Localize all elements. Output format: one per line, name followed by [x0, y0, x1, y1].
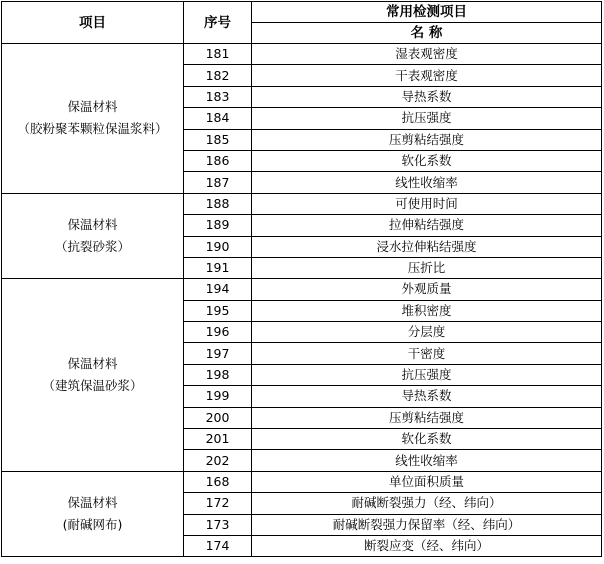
category-subtitle: （建筑保温砂浆）	[42, 378, 143, 394]
item-name-cell: 耐碱断裂强力（经、纬向）	[252, 493, 602, 514]
seq-cell: 195	[184, 300, 252, 321]
item-name-cell: 堆积密度	[252, 300, 602, 321]
test-items-table	[1, 1, 602, 557]
seq-cell: 194	[184, 279, 252, 300]
header-item: 项目	[2, 2, 184, 44]
item-name-cell: 干密度	[252, 343, 602, 364]
seq-cell: 202	[184, 450, 252, 471]
category-subtitle: （抗裂砂浆）	[54, 239, 130, 255]
item-name-cell: 断裂应变（经、纬向）	[252, 535, 602, 556]
category-cell	[2, 279, 184, 472]
seq-cell: 183	[184, 86, 252, 107]
item-name-cell: 单位面积质量	[252, 471, 602, 492]
seq-cell: 200	[184, 407, 252, 428]
seq-cell: 191	[184, 257, 252, 278]
item-name-cell: 分层度	[252, 322, 602, 343]
table-row	[2, 44, 602, 65]
header-seq: 序号	[184, 2, 252, 44]
header-group: 常用检测项目	[252, 2, 602, 23]
item-name-cell: 导热系数	[252, 86, 602, 107]
category-title: 保温材料	[67, 356, 118, 372]
item-name-cell: 抗压强度	[252, 108, 602, 129]
seq-cell: 174	[184, 535, 252, 556]
item-name-cell: 外观质量	[252, 279, 602, 300]
seq-cell: 198	[184, 364, 252, 385]
seq-cell: 199	[184, 386, 252, 407]
seq-cell: 186	[184, 150, 252, 171]
seq-cell: 189	[184, 215, 252, 236]
item-name-cell: 湿表观密度	[252, 44, 602, 65]
item-name-cell: 线性收缩率	[252, 172, 602, 193]
item-name-cell: 可使用时间	[252, 193, 602, 214]
table-row	[2, 471, 602, 492]
table-row	[2, 193, 602, 214]
seq-cell: 197	[184, 343, 252, 364]
seq-cell: 190	[184, 236, 252, 257]
category-subtitle: (耐碱网布)	[62, 517, 123, 533]
item-name-cell: 干表观密度	[252, 65, 602, 86]
seq-cell: 185	[184, 129, 252, 150]
seq-cell: 187	[184, 172, 252, 193]
table-body	[2, 44, 602, 557]
category-cell	[2, 471, 184, 557]
item-name-cell: 压剪粘结强度	[252, 407, 602, 428]
category-title: 保温材料	[67, 495, 118, 511]
table-row	[2, 279, 602, 300]
item-name-cell: 导热系数	[252, 386, 602, 407]
item-name-cell: 抗压强度	[252, 364, 602, 385]
seq-cell: 196	[184, 322, 252, 343]
category-cell	[2, 44, 184, 194]
seq-cell: 168	[184, 471, 252, 492]
header-name: 名 称	[252, 23, 602, 44]
item-name-cell: 压折比	[252, 257, 602, 278]
item-name-cell: 线性收缩率	[252, 450, 602, 471]
seq-cell: 173	[184, 514, 252, 535]
seq-cell: 172	[184, 493, 252, 514]
item-name-cell: 软化系数	[252, 150, 602, 171]
item-name-cell: 浸水拉伸粘结强度	[252, 236, 602, 257]
category-title: 保温材料	[67, 99, 118, 115]
item-name-cell: 压剪粘结强度	[252, 129, 602, 150]
seq-cell: 182	[184, 65, 252, 86]
category-subtitle: （胶粉聚苯颗粒保温浆料）	[17, 121, 168, 137]
item-name-cell: 耐碱断裂强力保留率（经、纬向）	[252, 514, 602, 535]
item-name-cell: 拉伸粘结强度	[252, 215, 602, 236]
category-title: 保温材料	[67, 217, 118, 233]
seq-cell: 184	[184, 108, 252, 129]
category-cell	[2, 193, 184, 279]
seq-cell: 188	[184, 193, 252, 214]
item-name-cell: 软化系数	[252, 429, 602, 450]
seq-cell: 201	[184, 429, 252, 450]
seq-cell: 181	[184, 44, 252, 65]
